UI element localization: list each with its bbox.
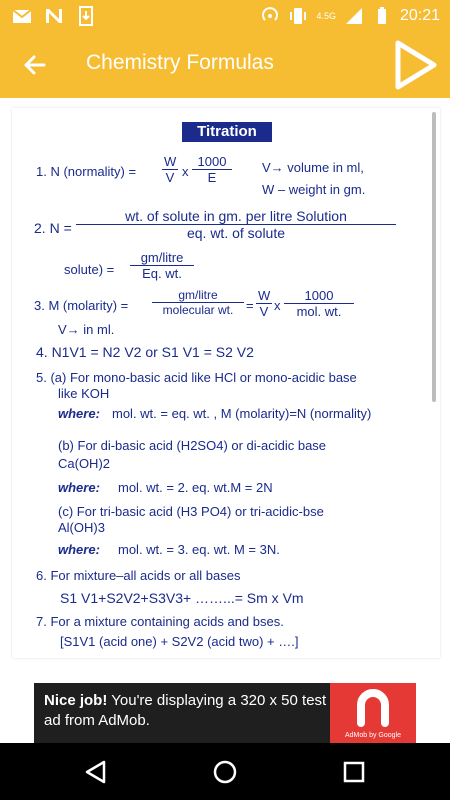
formula-5a-where-text: mol. wt. = eq. wt. , M (molarity)=N (normality) (112, 406, 372, 421)
formula-3-frac-w-v: $\frac{W}{V}$ (258, 288, 271, 319)
formula-5b-where-text: mol. wt. = 2. eq. wt.M = 2N (118, 480, 273, 495)
section-title: Titration (182, 122, 272, 142)
formula-5a-where: where: (58, 406, 100, 421)
formula-5b-line2: Ca(OH)2 (58, 456, 111, 471)
formula-1-frac-w-v: $\frac{W}{V}$ (164, 154, 177, 185)
download-icon (76, 6, 96, 26)
n-icon (44, 6, 64, 26)
play-store-icon[interactable] (394, 40, 438, 90)
formula-3-frac-1000-mol: 1000 mol. wt. (284, 288, 354, 319)
formula-5c: (c) For tri-basic acid (H3 PO4) or tri-acidic-bse (58, 504, 324, 519)
gmail-icon (12, 6, 32, 26)
formula-5c-where: where: (58, 542, 100, 557)
ad-banner[interactable] (34, 683, 416, 743)
formula-5c-line2: Al(OH)3 (58, 520, 105, 535)
recents-square-icon[interactable] (340, 758, 368, 786)
network-type: 4.5G (316, 11, 336, 21)
signal-icon (344, 6, 364, 26)
status-bar (0, 0, 450, 32)
formula-1-label: 1. N (normality) = (36, 164, 137, 179)
formula-6: 6. For mixture–all acids or all bases (36, 568, 241, 583)
vibrate-icon (288, 6, 308, 26)
arrow-left-icon[interactable] (18, 48, 52, 82)
formula-1-note-w: W – weight in gm. (262, 182, 366, 197)
formula-7: 7. For a mixture containing acids and bses. (36, 614, 284, 629)
formula-5c-where-text: mol. wt. = 3. eq. wt. M = 3N. (118, 542, 280, 557)
admob-label: AdMob by Google (344, 732, 402, 739)
admob-logo[interactable] (330, 683, 416, 743)
formula-5b: (b) For di-basic acid (H2SO4) or di-acidic base (58, 438, 327, 453)
formula-3-times: x (274, 298, 281, 313)
ad-body: You're displaying a 320 x 50 test ad from AdMob. (44, 692, 327, 729)
back-triangle-icon[interactable] (82, 758, 110, 786)
formula-3-frac-gm-mol: gm/litre molecular wt. (152, 288, 244, 317)
formula-5a: 5. (a) For mono-basic acid like HCl or mono-acidic base (36, 370, 357, 385)
app-bar (0, 32, 450, 98)
scrollbar[interactable] (432, 112, 436, 402)
ad-text (44, 691, 334, 731)
formula-6-equation: S1 V1+S2V2+S3V3+ ……...= Sm x Vm (60, 590, 304, 606)
formula-2-label: 2. N = (34, 220, 72, 236)
nav-bar (0, 743, 450, 800)
formula-1-frac-1000-e: $\frac{1000}{E}$ (192, 154, 232, 185)
formula-5b-where: where: (58, 480, 100, 495)
formula-3-label: 3. M (molarity) = (34, 298, 129, 313)
home-circle-icon[interactable] (211, 758, 239, 786)
battery-icon (372, 6, 392, 26)
formula-7-equation: [S1V1 (acid one) + S2V2 (acid two) + ….] (60, 634, 299, 649)
formula-1-note-v: V→ volume in ml, (262, 160, 364, 175)
formula-1-times: x (182, 164, 189, 179)
formula-4: 4. N1V1 = N2 V2 or S1 V1 = S2 V2 (36, 344, 254, 360)
formula-2b-fraction: gm/litre Eq. wt. (130, 250, 194, 281)
formula-3-note: V→ in ml. (58, 322, 115, 337)
formula-2-fraction: wt. of solute in gm. per litre Solution eq. wt. of solute (76, 208, 396, 241)
formula-5a-line2: like KOH (58, 386, 110, 401)
page-title: Chemistry Formulas (86, 51, 274, 74)
ad-headline: Nice job! (44, 692, 108, 709)
formula-2b-label: solute) = (64, 262, 115, 277)
formula-3-equals: = (246, 298, 254, 313)
admob-icon (330, 683, 416, 727)
clock: 20:21 (399, 7, 440, 24)
hotspot-icon (260, 6, 280, 26)
formula-page (12, 108, 440, 658)
